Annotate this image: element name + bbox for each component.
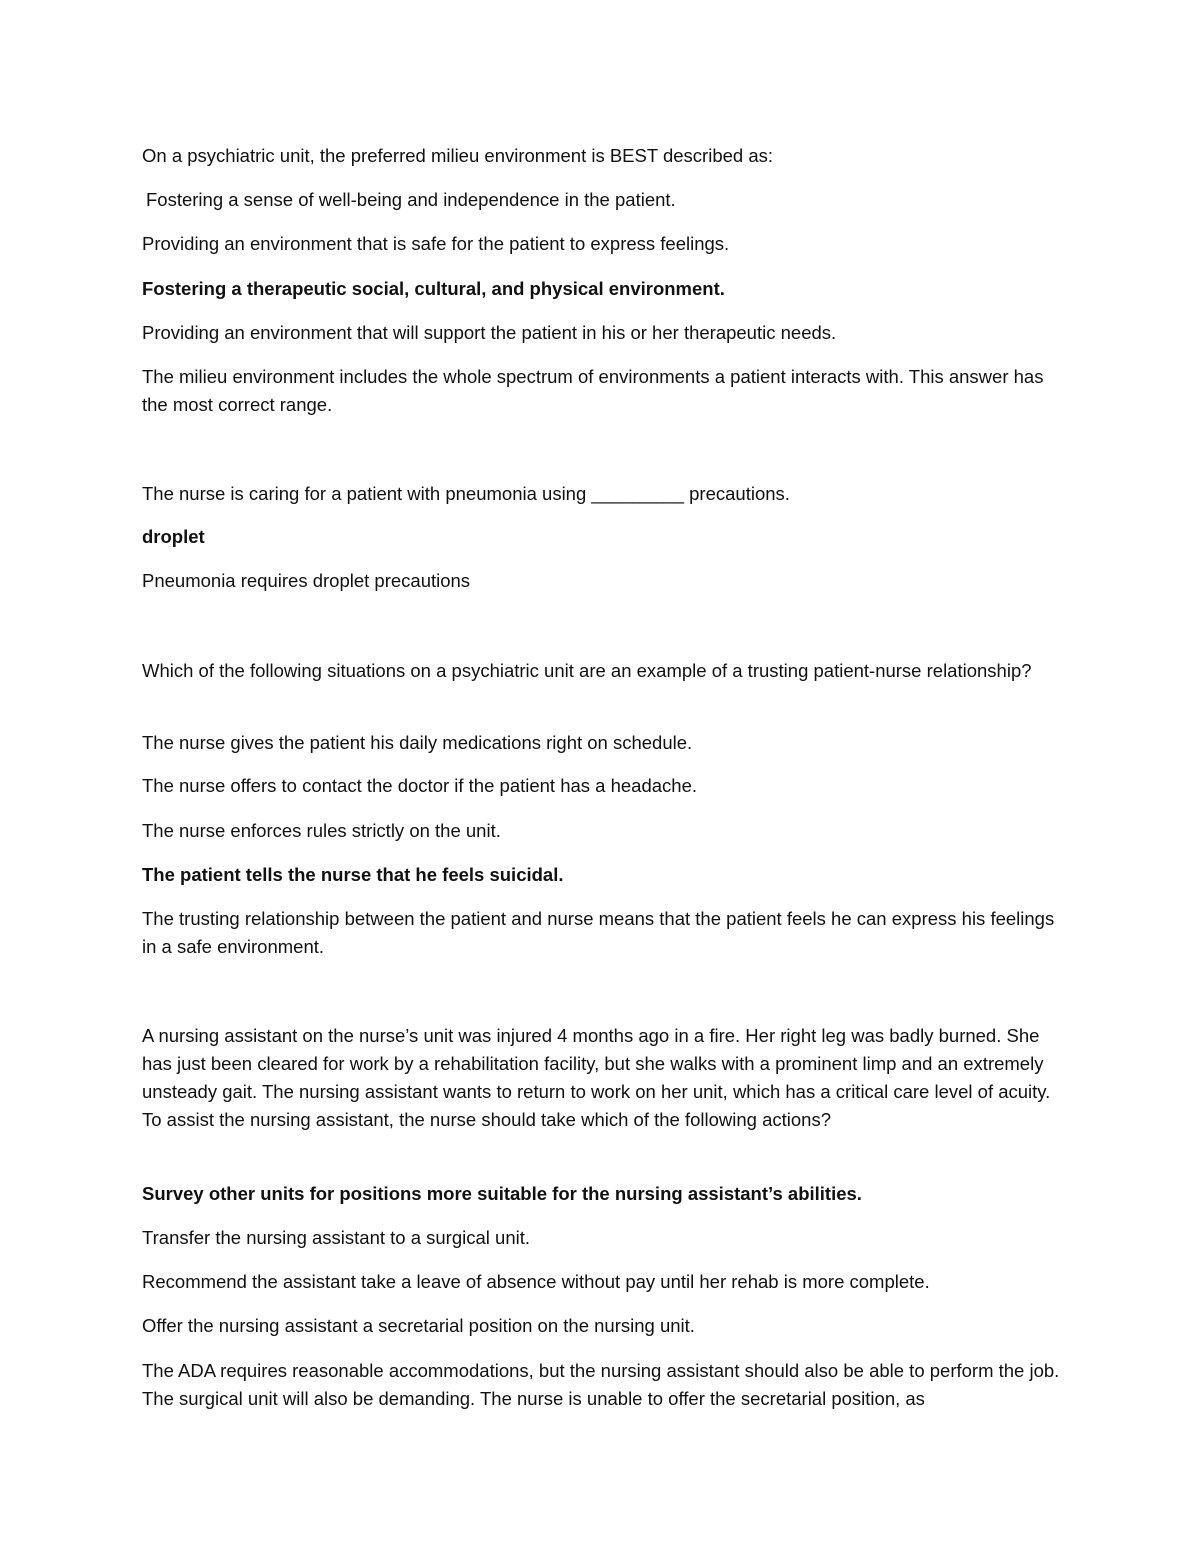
question-4-option-b: Transfer the nursing assistant to a surgical unit. [142,1227,531,1248]
question-3-option-b: The nurse offers to contact the doctor if the patient has a headache. [142,775,698,796]
question-1-option-b: Providing an environment that is safe for the patient to express feelings. [142,233,730,254]
question-1-option-a: Fostering a sense of well-being and independence in the patient. [146,189,676,210]
question-4-rationale: The ADA requires reasonable accommodations, but the nursing assistant should also be able to perform the job. The surgical unit will also be demanding. The nurse is unable to offer the secretarial position, as [142,1360,1060,1409]
question-4-option-c: Recommend the assistant take a leave of absence without pay until her rehab is more complete. [142,1271,930,1292]
question-1-text: On a psychiatric unit, the preferred milieu environment is BEST described as: [142,145,774,166]
question-4-text: A nursing assistant on the nurse’s unit was injured 4 months ago in a fire. Her right leg was badly burned. She has just been cleared for work by a rehabilitation facility, but she walks with a prominent limp and an extremely unsteady gait. The nursing assistant wants to return to work on her unit, which has a critical care level of acuity. To assist the nursing assistant, the nurse should take which of the following actions? [142,1025,1051,1130]
question-3-rationale: The trusting relationship between the patient and nurse means that the patient feels he can express his feelings in a safe environment. [142,908,1055,957]
question-2-text: The nurse is caring for a patient with pneumonia using _________ precautions. [142,483,790,504]
question-3-option-c: The nurse enforces rules strictly on the unit. [142,820,501,841]
question-2-answer: droplet [142,526,205,547]
question-1-option-c-correct: Fostering a therapeutic social, cultural, and physical environment. [142,278,725,299]
question-1-option-d: Providing an environment that will support the patient in his or her therapeutic needs. [142,322,837,343]
question-4-option-d: Offer the nursing assistant a secretarial position on the nursing unit. [142,1315,695,1336]
question-3-option-d-correct: The patient tells the nurse that he feels suicidal. [142,864,564,885]
question-3-text: Which of the following situations on a psychiatric unit are an example of a trusting patient-nurse relationship? [142,660,1032,681]
question-1-rationale: The milieu environment includes the whole spectrum of environments a patient interacts with. This answer has the most correct range. [142,366,1044,415]
question-3-option-a: The nurse gives the patient his daily medications right on schedule. [142,732,693,753]
question-4-option-a-correct: Survey other units for positions more suitable for the nursing assistant’s abilities. [142,1183,862,1204]
question-2-rationale: Pneumonia requires droplet precautions [142,570,471,591]
